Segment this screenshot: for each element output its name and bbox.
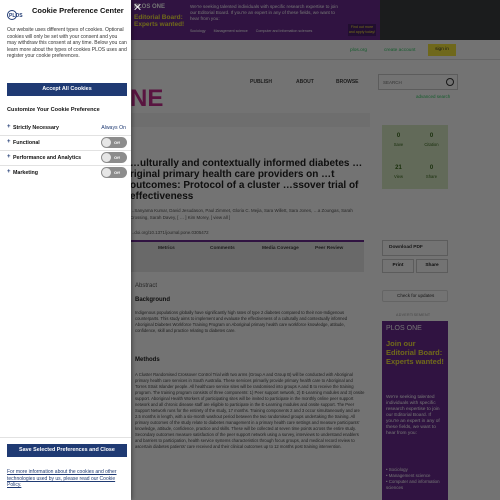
toggle-knob — [102, 153, 111, 162]
divider — [0, 165, 131, 166]
accept-all-cookies-button[interactable]: Accept All Cookies — [7, 83, 127, 96]
close-icon[interactable] — [133, 3, 141, 11]
svg-text:PLOS: PLOS — [9, 13, 23, 19]
expand-icon[interactable]: + — [7, 154, 11, 160]
functional-toggle[interactable] — [101, 137, 127, 148]
divider — [0, 135, 131, 136]
plos-logo-icon — [7, 8, 29, 22]
toggle-state: Off — [114, 140, 120, 145]
always-on-status: Always On — [101, 124, 126, 131]
cookie-panel-description: Our website uses different types of cookies. Optional cookies will only be set with your consent and you may withdraw this consent at any time. Below you can learn more about the types of cookies PLOS uses and register your cookie preferences. — [7, 27, 127, 60]
category-label: Strictly Necessary — [13, 124, 59, 131]
category-label: Functional — [13, 139, 40, 146]
cookie-category-strictly-necessary[interactable] — [7, 122, 127, 134]
toggle-state: Off — [114, 170, 120, 175]
customize-heading: Customize Your Cookie Preference — [7, 107, 100, 113]
toggle-knob — [102, 168, 111, 177]
performance-toggle[interactable] — [101, 152, 127, 163]
cookie-category-performance[interactable] — [7, 152, 127, 164]
toggle-state: Off — [114, 155, 120, 160]
cookie-panel-title: Cookie Preference Center — [32, 6, 124, 15]
category-label: Performance and Analytics — [13, 154, 82, 161]
divider — [0, 150, 131, 151]
save-preferences-button[interactable]: Save Selected Preferences and Close — [7, 444, 127, 457]
category-label: Marketing — [13, 169, 39, 176]
cookie-policy-link[interactable]: For more information about the cookies and other technologies used by us, please read our Cookie Policy. — [7, 469, 117, 489]
divider — [0, 437, 131, 438]
marketing-toggle[interactable] — [101, 167, 127, 178]
cookie-category-marketing[interactable] — [7, 167, 127, 179]
expand-icon[interactable]: + — [7, 169, 11, 175]
expand-icon[interactable]: + — [7, 139, 11, 145]
cookie-preference-panel — [0, 0, 131, 500]
expand-icon[interactable]: + — [7, 124, 11, 130]
cookie-panel-footer — [0, 437, 131, 500]
toggle-knob — [102, 138, 111, 147]
cookie-category-functional[interactable] — [7, 137, 127, 149]
